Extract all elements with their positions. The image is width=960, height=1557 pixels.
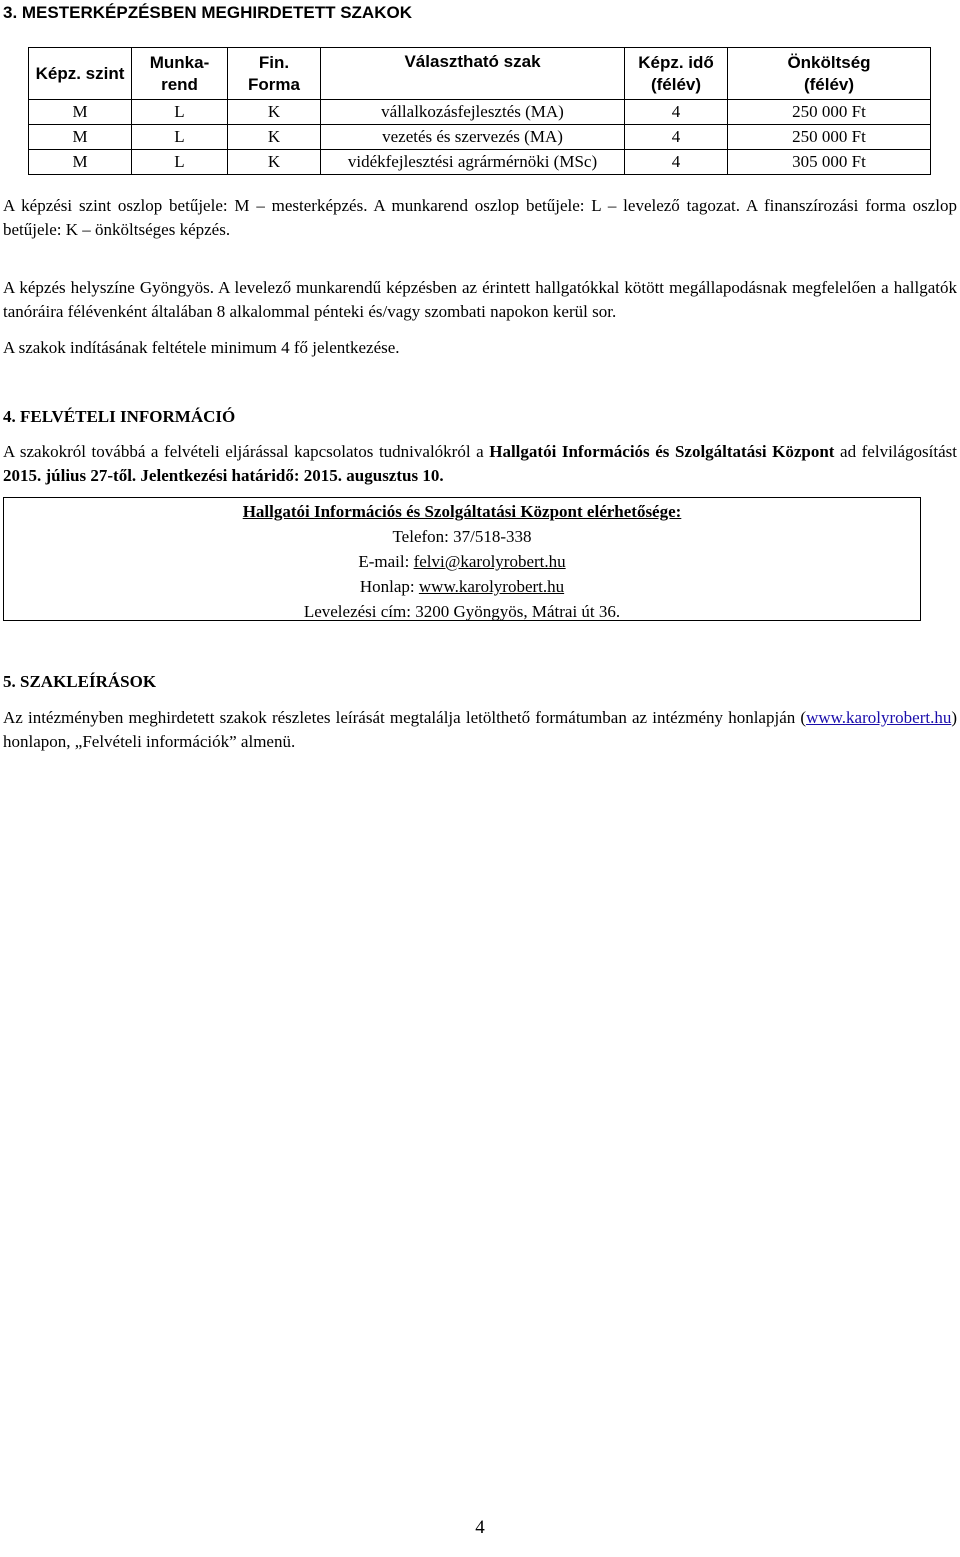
header-duration: Képz. idő (félév) (625, 48, 728, 100)
contact-phone: Telefon: 37/518-338 (392, 527, 532, 546)
section-4-heading: 4. FELVÉTELI INFORMÁCIÓ (3, 407, 236, 426)
cell-duration: 4 (625, 150, 728, 175)
header-finance: Fin. Forma (228, 48, 321, 100)
section-3-heading: 3. MESTERKÉPZÉSBEN MEGHIRDETETT SZAKOK (3, 3, 412, 22)
cell-level: M (29, 125, 132, 150)
cell-finance: K (228, 150, 321, 175)
cell-course: vállalkozásfejlesztés (MA) (321, 100, 625, 125)
courses-table (28, 47, 931, 175)
cell-duration: 4 (625, 100, 728, 125)
contact-title: Hallgatói Információs és Szolgáltatási Központ elérhetősége: (242, 502, 682, 521)
cell-schedule: L (132, 150, 228, 175)
table-row (29, 100, 931, 125)
cell-course: vezetés és szervezés (MA) (321, 125, 625, 150)
cell-fee: 250 000 Ft (728, 100, 931, 125)
location-paragraph: A képzés helyszíne Gyöngyös. A levelező munkarendű képzésben az érintett hallgatókkal kötött megállapodásnak megfelelően a hallgatók tanóráira félévenként általában 8 alkalommal pénteki és/vagy szombati napokon kerül sor. (3, 278, 957, 321)
section-5-heading: 5. SZAKLEÍRÁSOK (3, 672, 157, 691)
minimum-paragraph: A szakok indításának feltétele minimum 4 fő jelentkezése. (3, 338, 400, 357)
cell-fee: 250 000 Ft (728, 125, 931, 150)
dates: 2015. július 27-től. Jelentkezési határidő: 2015. augusztus 10. (3, 466, 444, 485)
header-level: Képz. szint (29, 48, 132, 100)
cell-finance: K (228, 100, 321, 125)
header-fee: Önköltség (félév) (728, 48, 931, 100)
cell-fee: 305 000 Ft (728, 150, 931, 175)
cell-schedule: L (132, 125, 228, 150)
contact-web-line: Honlap: www.karolyrobert.hu (359, 577, 565, 596)
office-name: Hallgatói Információs és Szolgáltatási Központ (489, 442, 835, 461)
admission-paragraph: A szakokról továbbá a felvételi eljárással kapcsolatos tudnivalókról a Hallgatói Információs és Szolgáltatási Központ ad felvilágosítást 2015. július 27-től. Jelentkezési határidő: 2015. augusztus 10. (3, 442, 958, 485)
header-schedule: Munka- rend (132, 48, 228, 100)
table-header-row (29, 48, 931, 100)
table-row (29, 125, 931, 150)
page-number: 4 (475, 1517, 485, 1538)
email-link[interactable]: felvi@karolyrobert.hu (413, 552, 566, 571)
cell-level: M (29, 150, 132, 175)
table-row (29, 150, 931, 175)
contact-address: Levelezési cím: 3200 Gyöngyös, Mátrai út 36. (303, 602, 621, 621)
cell-course: vidékfejlesztési agrármérnöki (MSc) (321, 150, 625, 175)
cell-finance: K (228, 125, 321, 150)
website-link-2[interactable]: www.karolyrobert.hu (806, 708, 952, 727)
contact-box (3, 497, 921, 621)
cell-level: M (29, 100, 132, 125)
header-course: Választható szak (321, 48, 625, 100)
website-link[interactable]: www.karolyrobert.hu (418, 577, 565, 596)
legend-paragraph: A képzési szint oszlop betűjele: M – mesterképzés. A munkarend oszlop betűjele: L – levelező tagozat. A finanszírozási forma oszlop betűjele: K – önköltséges képzés. (3, 196, 957, 239)
cell-schedule: L (132, 100, 228, 125)
descriptions-paragraph: Az intézményben meghirdetett szakok részletes leírását megtalálja letölthető formátumban az intézmény honlapján (www.karolyrobert.hu) honlapon, „Felvételi információk” almenü. (3, 708, 957, 751)
cell-duration: 4 (625, 125, 728, 150)
contact-email-line: E-mail: felvi@karolyrobert.hu (358, 552, 566, 571)
